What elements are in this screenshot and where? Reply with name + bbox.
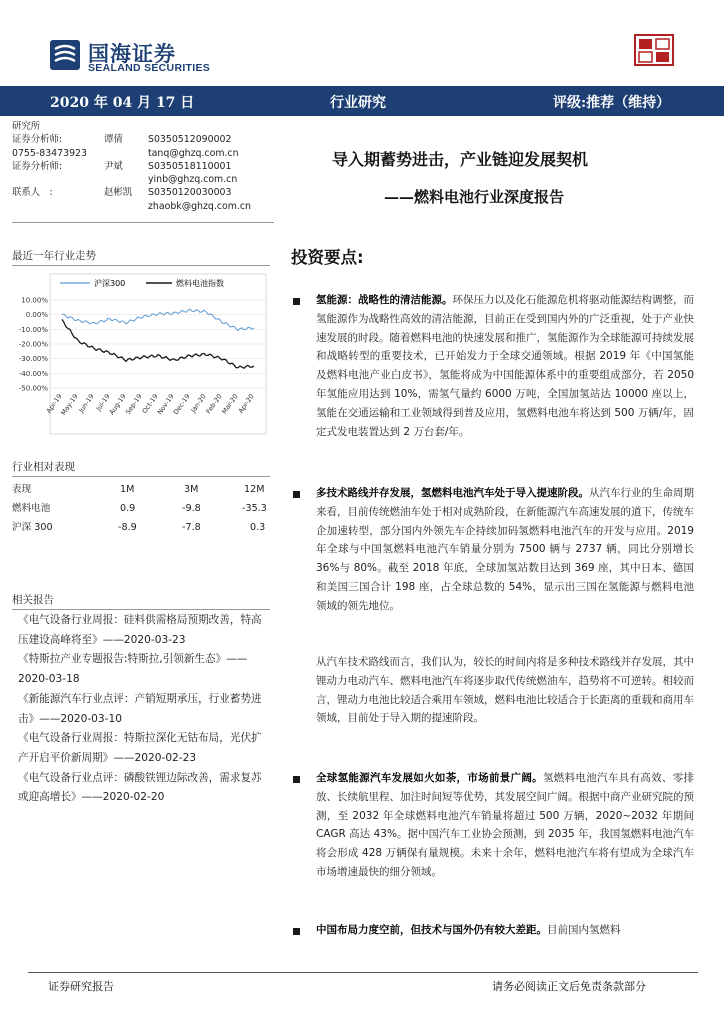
footer-divider xyxy=(28,972,698,973)
x-tick-label: May-19 xyxy=(59,392,80,417)
analyst-info xyxy=(12,120,282,213)
list-item[interactable]: 《电气设备行业点评：磷酸铁锂边际改善，需求复苏或迎高增长》——2020-02-20 xyxy=(18,771,262,804)
x-tick-label: Aug-19 xyxy=(107,392,128,417)
x-tick-label: Sep-19 xyxy=(123,392,144,416)
analyst-row xyxy=(12,186,282,199)
analyst-divider xyxy=(12,222,274,223)
perf-row-label: 燃料电池 xyxy=(12,503,51,514)
highlight-global-market xyxy=(316,769,694,882)
analyst-row xyxy=(12,160,282,173)
analyst-contact: S0350512090002 xyxy=(148,134,232,146)
company-logo-icon xyxy=(50,40,80,70)
related-reports-list xyxy=(18,611,270,808)
trend-chart xyxy=(12,270,270,440)
perf-cell: 0.9 xyxy=(120,503,136,514)
highlight-china-heading: 中国布局力度空前，但技术与国外仍有较大差距。 xyxy=(316,924,547,936)
performance-table xyxy=(12,480,270,537)
highlight-tech-heading: 多技术路线并存发展，氢燃料电池汽车处于导入提速阶段。 xyxy=(316,487,589,499)
y-tick-label: 0.00% xyxy=(25,311,48,320)
list-item[interactable]: 《特斯拉产业专题报告:特斯拉,引领新生态》——2020-03-18 xyxy=(18,653,248,686)
x-tick-label: Feb-20 xyxy=(204,392,224,416)
highlight-hydrogen-heading: 氢能源：战略性的清洁能源。 xyxy=(316,294,453,306)
highlight-tech-conclusion-body: 从汽车技术路线而言，我们认为，较长的时间内将是多种技术路线并存发展，其中锂动力电动汽车、燃料电池汽车将逐步取代传统燃油车，趋势将不可逆转。相较而言，锂动力电池比较适合乘用车领域，燃料电池比较适合于长距离的重载和商用车领域，目前处于导入期的提速阶段。 xyxy=(316,656,694,725)
analyst-role: 0755-83473923 xyxy=(12,147,87,159)
company-name-cn: 国海证券 xyxy=(88,42,176,66)
highlight-tech-body: 从汽车行业的生命周期来看，目前传统燃油车处于相对成熟阶段，在新能源汽车高速发展的道下，传统车企加速转型，部分国内外领先车企持续加码氢燃料电池汽车的开发与应用。2019 年全球与中国氢燃料电池汽车销量分别为 7500 辆与 2737 辆，同比分别增长 36%与 80%。截至 2018 年底，全球加氢站数目达到 369 座，其中日本、德国和美国三国合计 198 座，占全球总数的 54%，显示出三国在氢能源与燃料电池领域的领先地位。 xyxy=(316,487,694,612)
x-tick-label: Jun-19 xyxy=(77,392,96,415)
table-row xyxy=(12,499,270,518)
x-tick-label: Dec-19 xyxy=(171,392,192,417)
institute-label: 研究所 xyxy=(12,121,41,132)
y-tick-label: -50.00% xyxy=(18,384,48,393)
highlight-hydrogen-body: 环保压力以及化石能源危机将驱动能源结构调整，而氢能源作为战略性高效的清洁能源，目前正在受到国内外的广泛重视，处于产业快速发展的时段。随着燃料电池的快速发展和推广，氢能源作为全球能源可持续发展和战略转型的重要技术，已开始发力于全球交通领域。根据 2019 年《中国氢能及燃料电池产业白皮书》，氢能将成为中国能源体系中的重要组成部分，若 2050 年氢能应用达到 10%，需氢气量约 6000 万吨，全国加氢站达 10000 座以上，氢能在交通运输和工业领域得到普及应用，氢燃料电池车将达到 500 万辆/年，固定式发电装置达到 2 万台套/年。 xyxy=(316,294,694,438)
legend-label-fuelcell: 燃料电池指数 xyxy=(176,279,224,288)
perf-cell: -8.9 xyxy=(118,522,137,533)
footer-left: 证券研究报告 xyxy=(48,980,114,993)
perf-cell: -7.8 xyxy=(182,522,201,533)
report-header-bar xyxy=(0,86,724,116)
perf-header-3m: 3M xyxy=(184,484,199,495)
analyst-contact: S0350518110001 xyxy=(148,160,232,172)
x-tick-label: Mar-20 xyxy=(220,392,240,416)
report-rating: 评级:推荐（维持） xyxy=(553,95,671,111)
highlight-china xyxy=(316,921,694,940)
perf-header-label: 表现 xyxy=(12,484,32,495)
trend-divider xyxy=(12,265,270,266)
bullet-icon xyxy=(293,298,300,305)
analyst-row xyxy=(12,200,282,213)
y-tick-label: -30.00% xyxy=(18,355,48,364)
analyst-name: 尹斌 xyxy=(104,160,123,172)
highlight-market-heading: 全球氢能源汽车发展如火如荼，市场前景广阔。 xyxy=(316,772,543,784)
perf-cell: -9.8 xyxy=(182,503,201,514)
y-tick-label: -10.00% xyxy=(18,325,48,334)
report-date: 2020 年 04 月 17 日 xyxy=(50,95,195,111)
analyst-row xyxy=(12,147,282,160)
y-tick-label: -20.00% xyxy=(18,340,48,349)
x-tick-label: Oct-19 xyxy=(140,392,160,416)
x-tick-label: Apr-19 xyxy=(44,392,64,415)
report-subtitle: ——燃料电池行业深度报告 xyxy=(384,188,565,206)
highlight-tech-routes xyxy=(316,484,694,616)
company-name-en: SEALAND SECURITIES xyxy=(88,62,211,74)
list-item[interactable]: 《电气设备行业周报：特斯拉深化无钴布局，光伏扩产开启平价新周期》——2020-02-23 xyxy=(18,732,262,764)
related-section-title: 相关报告 xyxy=(12,594,54,606)
bullet-icon xyxy=(293,491,300,498)
analyst-role: 证券分析师: xyxy=(12,134,63,146)
research-seal-icon xyxy=(634,34,674,66)
highlight-market-body: 氢燃料电池汽车具有高效、零排放、长续航里程、加注时间短等优势，其发展空间广阔。根据中商产业研究院的预测，至 2032 年全球燃料电池汽车销量将超过 500 万辆，2020~2032 年期间 CAGR 高达 43%。据中国汽车工业协会预测，到 2035 年，我国氢燃料电池汽车将会形成 428 万辆保有量规模。未来十余年，燃料电池汽车将有望成为全球汽车市场增速最快的细分领域。 xyxy=(316,772,694,878)
analyst-contact: yinb@ghzq.com.cn xyxy=(148,174,238,186)
list-item[interactable]: 《电气设备行业周报：硅料供需格局预期改善，特高压建设高峰将至》——2020-03-23 xyxy=(18,614,262,646)
bullet-icon xyxy=(293,928,300,935)
x-tick-label: Jan-20 xyxy=(189,392,208,415)
analyst-contact: S0350120030003 xyxy=(148,187,232,199)
highlight-hydrogen xyxy=(316,291,694,441)
analyst-contact: zhaobk@ghzq.com.cn xyxy=(148,200,251,212)
analyst-contact: tanq@ghzq.com.cn xyxy=(148,147,239,159)
list-item[interactable]: 《新能源汽车行业点评：产销短期承压，行业蓄势进击》——2020-03-10 xyxy=(18,692,262,725)
report-title: 导入期蓄势进击，产业链迎发展契机 xyxy=(332,150,589,169)
analyst-name: 赵彬凯 xyxy=(104,187,133,199)
perf-cell: -35.3 xyxy=(242,503,267,514)
related-divider xyxy=(12,609,270,610)
analyst-role: 证券分析师: xyxy=(12,160,63,172)
y-tick-label: 10.00% xyxy=(21,296,48,305)
analyst-row xyxy=(12,173,282,186)
footer-right: 请务必阅读正文后免责条款部分 xyxy=(492,980,646,993)
legend-label-hs300: 沪深300 xyxy=(94,279,126,288)
analyst-role: 联系人 : xyxy=(12,187,53,199)
x-tick-label: Jul-19 xyxy=(94,392,112,413)
report-category: 行业研究 xyxy=(330,95,386,111)
perf-row-label: 沪深 300 xyxy=(12,522,53,533)
highlight-tech-conclusion xyxy=(316,653,694,728)
performance-header-row xyxy=(12,480,270,499)
analyst-name: 谭倩 xyxy=(104,134,123,146)
table-row xyxy=(12,518,270,537)
performance-divider xyxy=(12,476,270,477)
y-tick-label: -40.00% xyxy=(18,369,48,378)
investment-title: 投资要点: xyxy=(291,248,364,267)
trend-section-title: 最近一年行业走势 xyxy=(12,250,96,262)
series-line-0 xyxy=(62,309,254,331)
analyst-row xyxy=(12,133,282,146)
perf-header-12m: 12M xyxy=(244,484,265,495)
performance-section-title: 行业相对表现 xyxy=(12,461,75,473)
perf-cell: 0.3 xyxy=(250,522,266,533)
x-tick-label: Apr-20 xyxy=(236,392,256,415)
x-tick-label: Nov-19 xyxy=(155,392,176,417)
highlight-china-body: 目前国内氢燃料 xyxy=(547,924,621,936)
bullet-icon xyxy=(293,776,300,783)
perf-header-1m: 1M xyxy=(120,484,135,495)
